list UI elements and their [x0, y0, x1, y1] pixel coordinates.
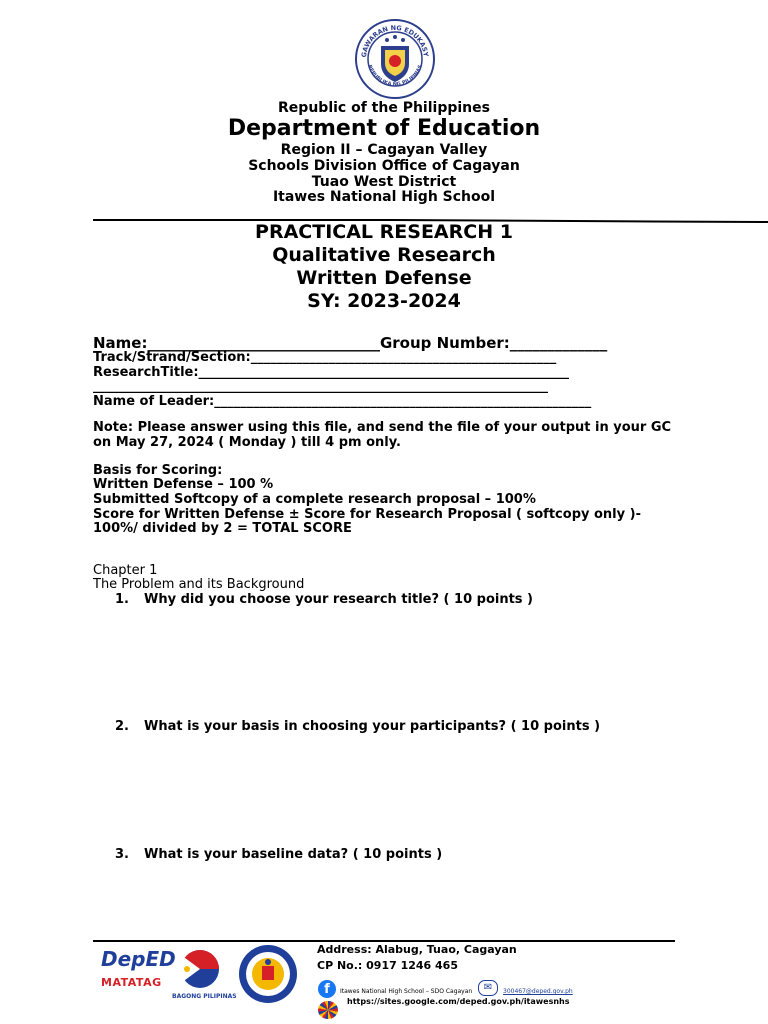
footer-website[interactable]: https://sites.google.com/deped.gov.ph/itawesnhs	[347, 997, 570, 1006]
deped-matatag-logo	[101, 947, 176, 998]
note-line-1: Note: Please answer using this file, and send the file of your output in your GC	[93, 420, 672, 435]
matatag-logo-text: MATATAG	[101, 976, 162, 989]
scoring-heading: Basis for Scoring:	[93, 463, 223, 478]
deped-seal-logo	[354, 18, 436, 100]
republic-heading: Republic of the Philippines	[278, 100, 490, 116]
footer-email[interactable]: 300467@deped.gov.ph	[503, 988, 573, 995]
question-1	[115, 592, 533, 607]
question-number: 2.	[115, 719, 129, 734]
header-divider	[93, 208, 768, 211]
region-line: Region II – Cagayan Valley	[280, 142, 488, 158]
deped-logo-text: DepED	[101, 947, 176, 971]
facebook-icon[interactable]: f	[318, 980, 336, 998]
website-icon[interactable]	[318, 1001, 338, 1019]
scoring-line-2: Submitted Softcopy of a complete research proposal – 100%	[93, 492, 536, 507]
question-number: 1.	[115, 592, 129, 607]
footer-facebook[interactable]: Itawes National High School – SDO Cagayan	[340, 988, 473, 995]
district-line: Tuao West District	[311, 174, 457, 190]
name-group-field[interactable]: Name:_______________________________Group Number:_____________	[93, 334, 608, 352]
research-type: Qualitative Research	[272, 244, 496, 266]
footer-address: Address: Alabug, Tuao, Cagayan	[317, 943, 517, 956]
research-title-continuation[interactable]: ______________________________________________________________________	[93, 379, 548, 394]
school-year: SY: 2023-2024	[307, 290, 461, 312]
question-number: 3.	[115, 847, 129, 862]
bagong-pilipinas-text: BAGONG PILIPINAS	[172, 993, 237, 1000]
scoring-line-3: Score for Written Defense ± Score for Research Proposal ( softcopy only )-	[93, 507, 641, 522]
question-2	[115, 719, 600, 734]
note-line-2: on May 27, 2024 ( Monday ) till 4 pm only.	[93, 435, 401, 450]
leader-field[interactable]: Name of Leader:__________________________________________________________	[93, 394, 592, 409]
research-title-field[interactable]: ResearchTitle:_________________________________________________________	[93, 365, 570, 380]
department-heading: Department of Education	[227, 116, 541, 141]
track-field[interactable]: Track/Strand/Section:_______________________________________________	[93, 350, 557, 365]
division-line: Schools Division Office of Cagayan	[248, 158, 520, 174]
question-text: What is your basis in choosing your participants? ( 10 points )	[144, 719, 601, 734]
question-text: What is your baseline data? ( 10 points )	[144, 847, 443, 862]
question-3	[115, 847, 442, 862]
email-icon[interactable]: ✉	[478, 980, 498, 996]
exam-title: Written Defense	[296, 267, 472, 289]
scoring-line-4: 100%/ divided by 2 = TOTAL SCORE	[93, 521, 352, 536]
footer-divider	[93, 940, 675, 942]
school-seal-logo	[237, 944, 299, 1004]
subject-title: PRACTICAL RESEARCH 1	[255, 221, 513, 243]
chapter-label: Chapter 1	[93, 563, 158, 578]
scoring-line-1: Written Defense – 100 %	[93, 477, 274, 492]
seal-text-bottom: REPUBLIKA NG PILIPINAS	[366, 64, 424, 88]
seal-text-top: GAWARAN NG EDUKASY	[359, 23, 430, 58]
bagong-pilipinas-logo	[172, 949, 237, 1000]
question-text: Why did you choose your research title? ( 10 points )	[144, 592, 534, 607]
school-line: Itawes National High School	[272, 189, 496, 205]
footer-cp: CP No.: 0917 1246 465	[317, 959, 458, 972]
chapter-title: The Problem and its Background	[93, 577, 305, 592]
